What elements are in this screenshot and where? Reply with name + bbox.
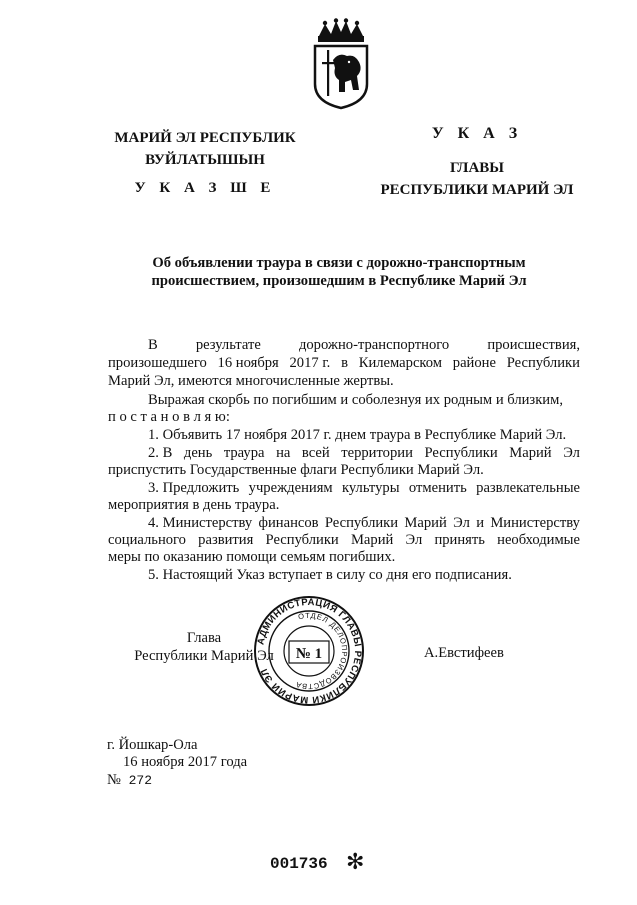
word: происшествия,	[487, 337, 580, 353]
word: Марий	[404, 515, 447, 531]
word: 4. Министерству	[148, 515, 253, 531]
signatory-name: А.Евстифеев	[424, 645, 504, 661]
decree-number-value: 272	[128, 773, 152, 788]
word: принять	[434, 532, 485, 548]
decree-number	[107, 772, 152, 790]
word: произошедшего	[108, 355, 207, 371]
word: Республики	[265, 532, 339, 548]
word: траура	[223, 445, 265, 461]
word: 16 ноября	[217, 355, 279, 371]
seal-center-number: № 1	[295, 646, 323, 662]
word: Эл	[405, 532, 423, 548]
word: культуры	[342, 480, 400, 496]
word: территории	[341, 445, 413, 461]
body-line	[108, 355, 580, 373]
signature-title-line1: Глава	[186, 630, 222, 646]
word: 3. Предложить	[148, 480, 240, 496]
issue-date: 16 ноября 2017 года	[123, 754, 248, 770]
issue-city: г. Йошкар-Ола	[107, 737, 198, 753]
title-line2: происшествием, произошедшим в Республике Марий Эл	[151, 273, 527, 289]
title-line1: Об объявлении траура в связи с дорожно-транспортным	[152, 255, 526, 271]
word: дорожно-транспортного	[298, 337, 450, 353]
word: в	[341, 355, 348, 371]
header-right-line2: ГЛАВЫ	[449, 160, 505, 176]
word: районе	[452, 355, 496, 371]
word: развития	[198, 532, 254, 548]
word: на	[276, 445, 291, 461]
word: 2017 г.	[289, 355, 331, 371]
body-line: меры по оказанию помощи семьям погибших.	[108, 549, 396, 565]
header-right-line3: РЕСПУБЛИКИ МАРИЙ ЭЛ	[380, 182, 574, 198]
word: развлекательные	[476, 480, 580, 496]
body-line	[108, 532, 580, 550]
coat-of-arms-emblem	[309, 18, 373, 110]
word: Эл	[563, 445, 580, 461]
decree-verb: п о с т а н о в л я ю:	[108, 409, 230, 425]
header-left-line2: ВУЙЛАТЫШЫН	[145, 152, 265, 168]
word: Марий	[509, 445, 552, 461]
header-right-decree-word: У К А З	[431, 125, 523, 142]
word: Марий	[350, 532, 394, 548]
body-line: мероприятия в день траура.	[108, 497, 280, 513]
word: Килемарском	[358, 355, 443, 371]
word: всей	[301, 445, 330, 461]
header-right	[370, 157, 584, 201]
word: 2. В	[148, 445, 173, 461]
word: учреждениям	[248, 480, 333, 496]
decree-item-2	[108, 445, 580, 463]
decree-number-label: №	[107, 772, 121, 788]
word: день	[183, 445, 213, 461]
decree-item-4	[108, 515, 580, 533]
word: Республики	[424, 445, 498, 461]
body-line: Выражая скорбь по погибшим и соболезнуя их родным и близким,	[148, 392, 563, 408]
seal-inner-text: ОТДЕЛ ДЕЛОПРОИЗВОДСТВА	[294, 610, 350, 692]
body-line: Марий Эл, имеются многочисленные жертвы.	[108, 373, 394, 389]
official-seal-stamp	[253, 595, 365, 707]
decree-item-1: 1. Объявить 17 ноября 2017 г. днем траура в Республике Марий Эл.	[148, 427, 567, 443]
header-left	[106, 127, 304, 171]
word: отменить	[408, 480, 467, 496]
serial-asterisk-icon: ✻	[346, 850, 365, 875]
header-left-line1: МАРИЙ ЭЛ РЕСПУБЛИК	[114, 130, 296, 146]
word: и	[476, 515, 484, 531]
document-title	[100, 254, 578, 290]
word: В	[148, 337, 158, 353]
form-serial-number: 001736	[270, 855, 328, 873]
decree-item-5: 5. Настоящий Указ вступает в силу со дня его подписания.	[148, 567, 512, 583]
word: социального	[108, 532, 186, 548]
word: Республики	[506, 355, 580, 371]
body-line: приспустить Государственные флаги Республики Марий Эл.	[108, 462, 484, 478]
word: Министерству	[490, 515, 580, 531]
word: результате	[195, 337, 261, 353]
signature-title-line2: Республики Марий Эл	[134, 647, 274, 664]
body-line	[108, 337, 580, 355]
word: необходимые	[497, 532, 580, 548]
decree-item-3	[108, 480, 580, 498]
word: Республики	[324, 515, 399, 531]
word: Эл	[453, 515, 470, 531]
header-left-decree-word: У К А З Ш Е	[134, 180, 276, 196]
word: финансов	[258, 515, 319, 531]
seal-outer-text: АДМИНИСТРАЦИЯ ГЛАВЫ РЕСПУБЛИКИ МАРИЙ ЭЛ	[255, 596, 364, 706]
